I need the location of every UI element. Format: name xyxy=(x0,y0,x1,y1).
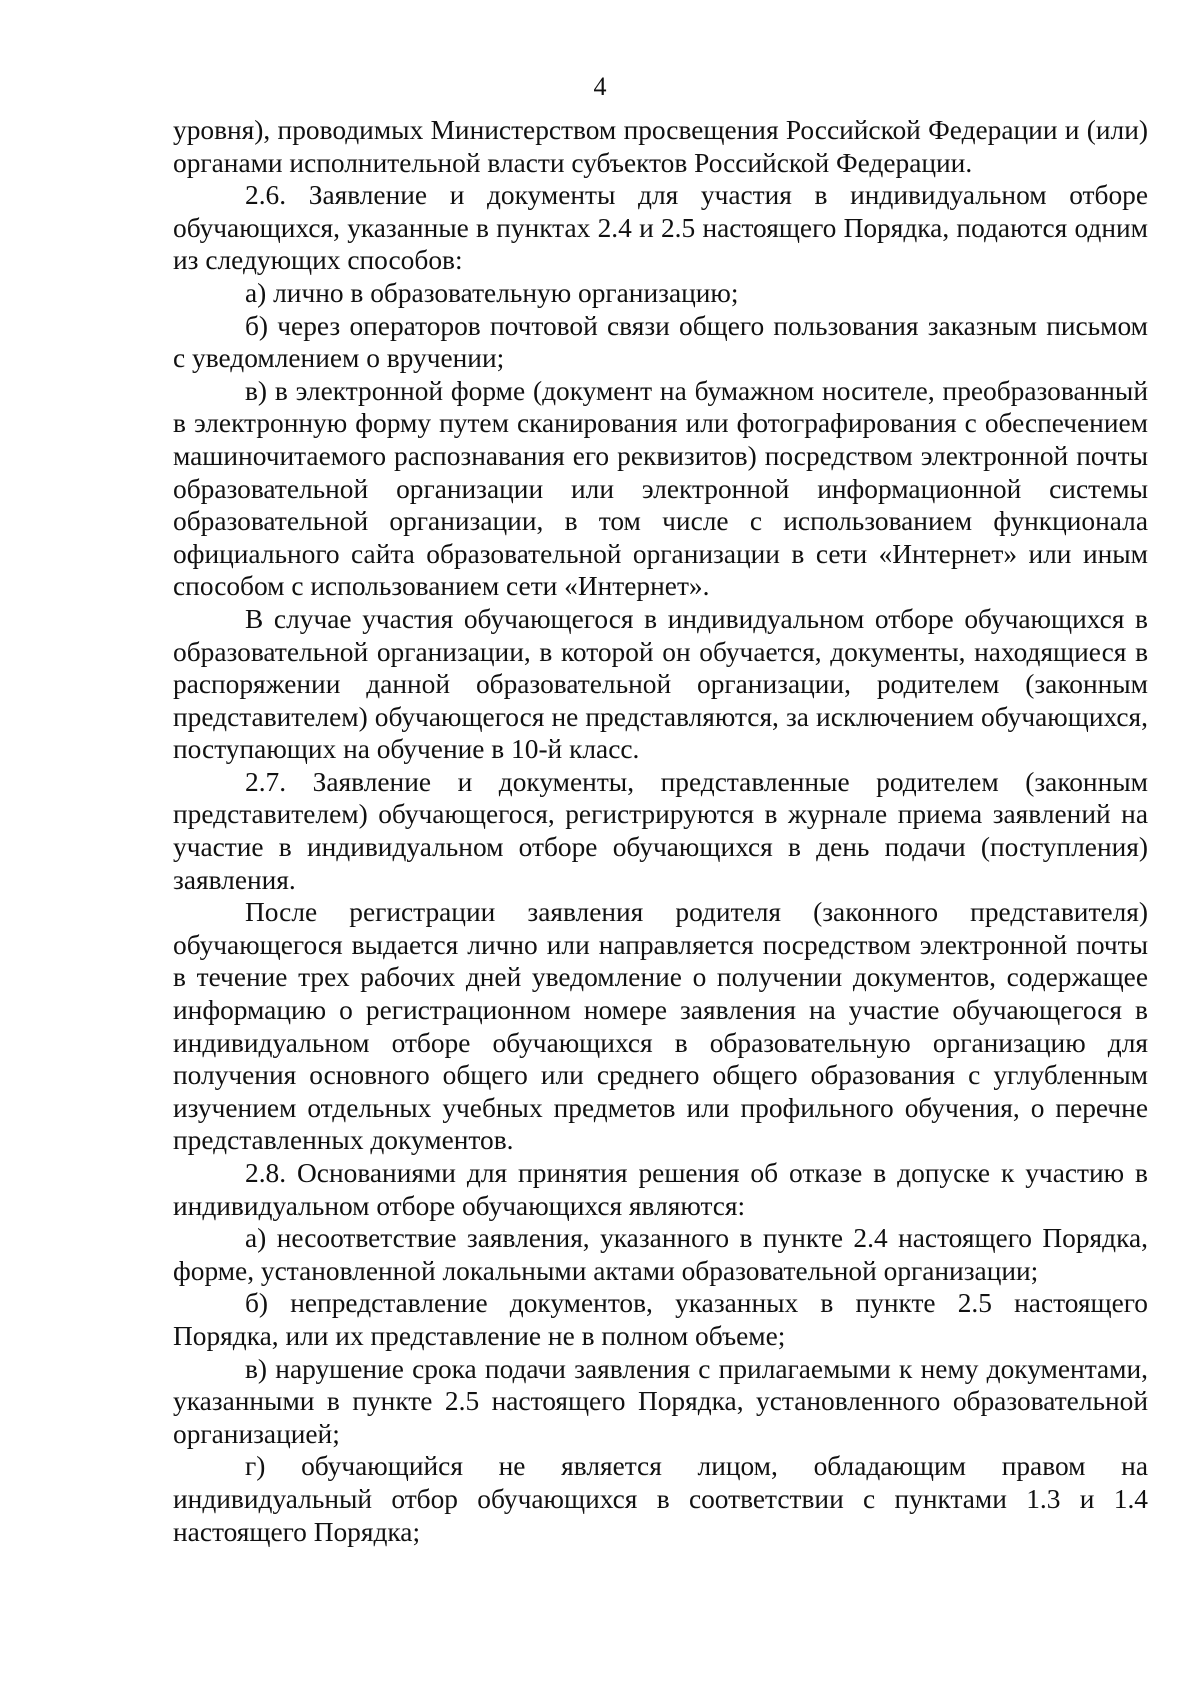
list-item-b-postal: б) через операторов почтовой связи общего пользования заказным письмом с уведомлением о вручении; xyxy=(173,310,1148,374)
refusal-reason-a: а) несоответствие заявления, указанного в пункте 2.4 настоящего Порядка, форме, установленной локальными актами образовательной организации; xyxy=(173,1223,1148,1286)
paragraph-documents-in-organization: В случае участия обучающегося в индивидуальном отборе обучающихся в образовательной организации, в которой он обучается, документы, находящиеся в распоряжении данной образовательной организации, родителем (законным представителем) обучающегося не представляются, за исключением обучающихся, поступающих на обучение в 10-й класс. xyxy=(173,603,1148,765)
paragraph-registration-notice: После регистрации заявления родителя (законного представителя) обучающегося выдается лично или направляется посредством электронной почты в течение трех рабочих дней уведомление о получении документов, содержащее информацию о регистрационном номере заявления на участие обучающегося в индивидуальном отборе обучающихся в образовательную организацию для получения основного общего или среднего общего образования с углубленным изучением отдельных учебных предметов или профильного обучения, о перечне представленных документов. xyxy=(173,897,1148,1156)
refusal-reason-b: б) непредставление документов, указанных в пункте 2.5 настоящего Порядка, или их представление не в полном объеме; xyxy=(173,1288,1148,1351)
document-body xyxy=(173,114,1148,1548)
page-number: 4 xyxy=(593,72,607,101)
refusal-reason-v: в) нарушение срока подачи заявления с прилагаемыми к нему документами, указанными в пункте 2.5 настоящего Порядка, установленного образовательной организацией; xyxy=(173,1353,1148,1449)
paragraph-2-6: 2.6. Заявление и документы для участия в индивидуальном отборе обучающихся, указанные в пунктах 2.4 и 2.5 настоящего Порядка, подаются одним из следующих способов: xyxy=(173,180,1148,276)
list-item-v-electronic: в) в электронной форме (документ на бумажном носителе, преобразованный в электронную форму путем сканирования или фотографирования с обеспечением машиночитаемого распознавания его реквизитов) посредством электронной почты образовательной организации или электронной информационной системы образовательной организации, в том числе с использованием функционала официального сайта образовательной организации в сети «Интернет» или иным способом с использованием сети «Интернет». xyxy=(173,375,1148,602)
refusal-reason-g: г) обучающийся не является лицом, обладающим правом на индивидуальный отбор обучающихся в соответствии с пунктами 1.3 и 1.4 настоящего Порядка; xyxy=(173,1451,1148,1547)
paragraph-continuation: уровня), проводимых Министерством просвещения Российской Федерации и (или) органами исполнительной власти субъектов Российской Федерации. xyxy=(173,115,1148,178)
paragraph-2-8: 2.8. Основаниями для принятия решения об отказе в допуске к участию в индивидуальном отборе обучающихся являются: xyxy=(173,1158,1148,1221)
list-item-a-personally: а) лично в образовательную организацию; xyxy=(245,277,739,308)
paragraph-2-7: 2.7. Заявление и документы, представленные родителем (законным представителем) обучающегося, регистрируются в журнале приема заявлений на участие в индивидуальном отборе обучающихся в день подачи (поступления) заявления. xyxy=(173,766,1148,895)
